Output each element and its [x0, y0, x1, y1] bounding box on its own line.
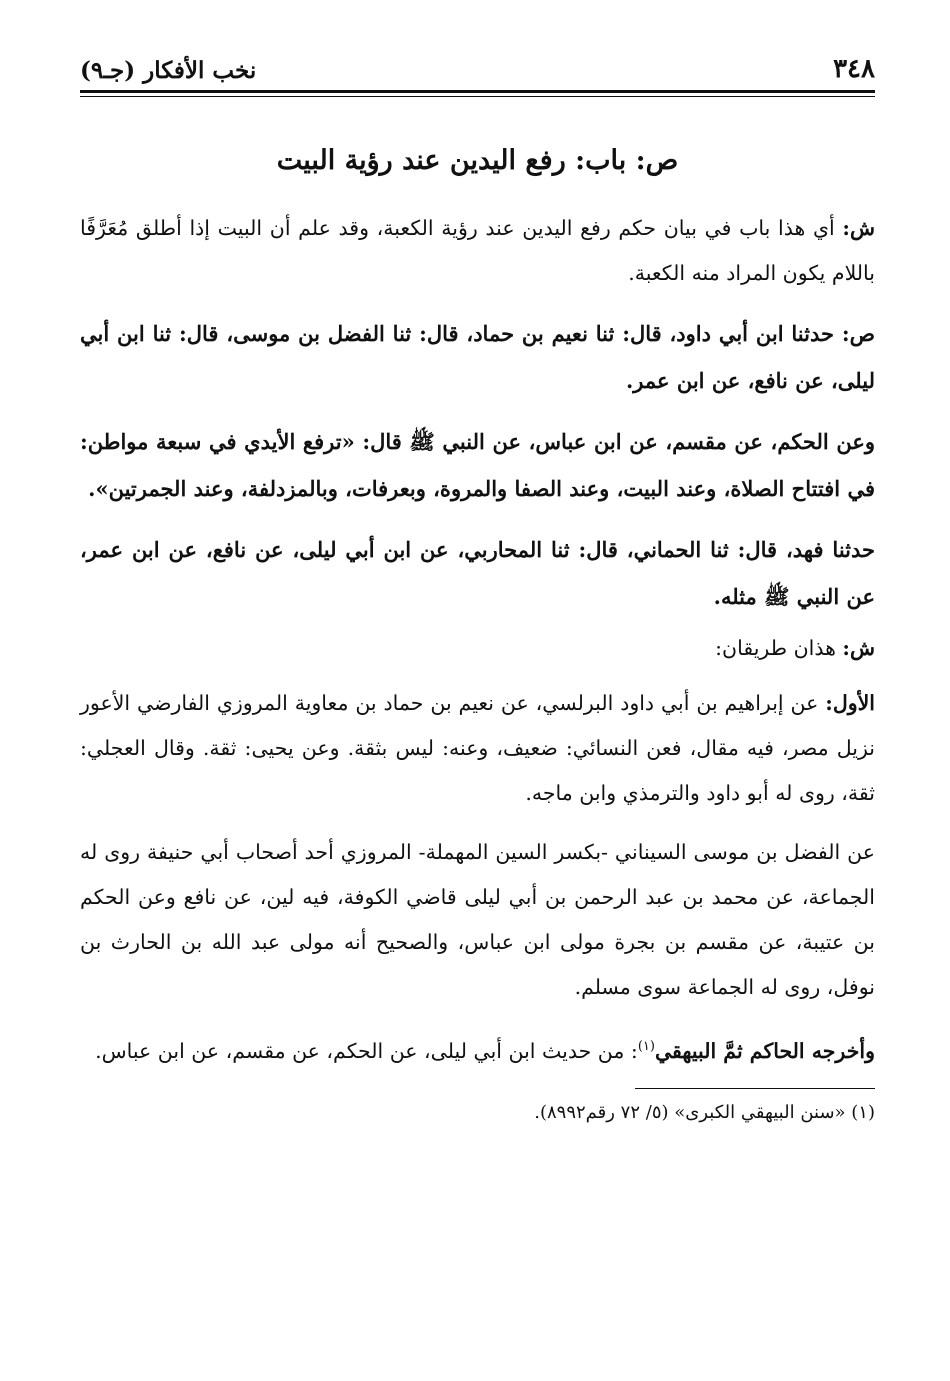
paragraph-narrators — [80, 830, 875, 1010]
paragraph-text: أي هذا باب في بيان حكم رفع اليدين عند رؤية الكعبة، وقد علم أن البيت إذا أطلق مُعَرَّفًا باللام يكون المراد منه الكعبة. — [80, 216, 875, 285]
paragraph-text: حدثنا ابن أبي داود، قال: ثنا نعيم بن حماد، قال: ثنا الفضل بن موسى، قال: ثنا ابن أبي ليلى، عن نافع، عن ابن عمر. — [80, 321, 875, 393]
paragraph-text: حدثنا فهد، قال: ثنا الحماني، قال: ثنا المحاربي، عن ابن أبي ليلى، عن نافع، عن ابن عمر، عن النبي ﷺ مثله. — [80, 537, 875, 609]
paragraph-lead: وأخرجه الحاكم ثمَّ البيهقي — [654, 1038, 875, 1063]
paragraph-text: عن الفضل بن موسى السيناني -بكسر السين المهملة- المروزي أحد أصحاب أبي حنيفة روى له الجماعة، عن محمد بن عبد الرحمن بن أبي ليلى قاضي الكوفة، فيه لين، عن نافع وعن الحكم بن عتيبة، عن مقسم بن بجرة مولى ابن عباس، والصحيح أنه مولى عبد الله بن الحارث بن نوفل، روى له الجماعة سوى مسلم. — [80, 840, 875, 999]
paragraph-hadith-matn — [80, 418, 875, 512]
paragraph-hadith-second — [80, 526, 875, 620]
footnote-separator — [635, 1088, 875, 1089]
paragraph-lead: الأول: — [825, 691, 875, 715]
paragraph-hadith-isnad — [80, 310, 875, 404]
page-number: ٣٤٨ — [833, 54, 875, 84]
paragraph-lead: ش: — [842, 216, 875, 240]
paragraph-text: : من حديث ابن أبي ليلى، عن الحكم، عن مقسم، عن ابن عباس. — [95, 1038, 638, 1063]
paragraph-first-way — [80, 681, 875, 816]
paragraph-text: وعن الحكم، عن مقسم، عن ابن عباس، عن النبي ﷺ قال: «ترفع الأيدي في سبعة مواطن: في افتتاح الصلاة، وعند البيت، وعند الصفا والمروة، وبعرفات، وبالمزدلفة، وعند الجمرتين». — [80, 429, 875, 501]
book-title: نخب الأفكار (جـ٩) — [80, 57, 257, 84]
footnote: (١) «سنن البيهقي الكبرى» (٥/ ٧٢ رقم٨٩٩٢). — [534, 1101, 875, 1123]
paragraph-takhrij — [80, 1024, 875, 1074]
paragraph-sharh-two-ways — [80, 626, 875, 671]
paragraph-text: عن إبراهيم بن أبي داود البرلسي، عن نعيم بن حماد بن معاوية المروزي الفارضي الأعور نزيل مصر، فيه مقال، فعن النسائي: ضعيف، وعنه: ليس بثقة. وعن يحيى: ثقة. وقال العجلي: ثقة، روى له أبو داود والترمذي وابن ماجه. — [80, 691, 875, 805]
running-header — [80, 38, 875, 84]
header-rule-thin — [80, 96, 875, 97]
book-page — [80, 38, 875, 1358]
paragraph-lead: ص: — [841, 321, 875, 346]
header-rule-thick — [80, 90, 875, 93]
paragraph-lead: ش: — [842, 636, 875, 660]
footnote-marker: (١) — [637, 1039, 655, 1054]
paragraph-sharh-intro — [80, 206, 875, 296]
chapter-heading: ص: باب: رفع اليدين عند رؤية البيت — [276, 145, 679, 176]
paragraph-text: هذان طريقان: — [715, 636, 843, 660]
